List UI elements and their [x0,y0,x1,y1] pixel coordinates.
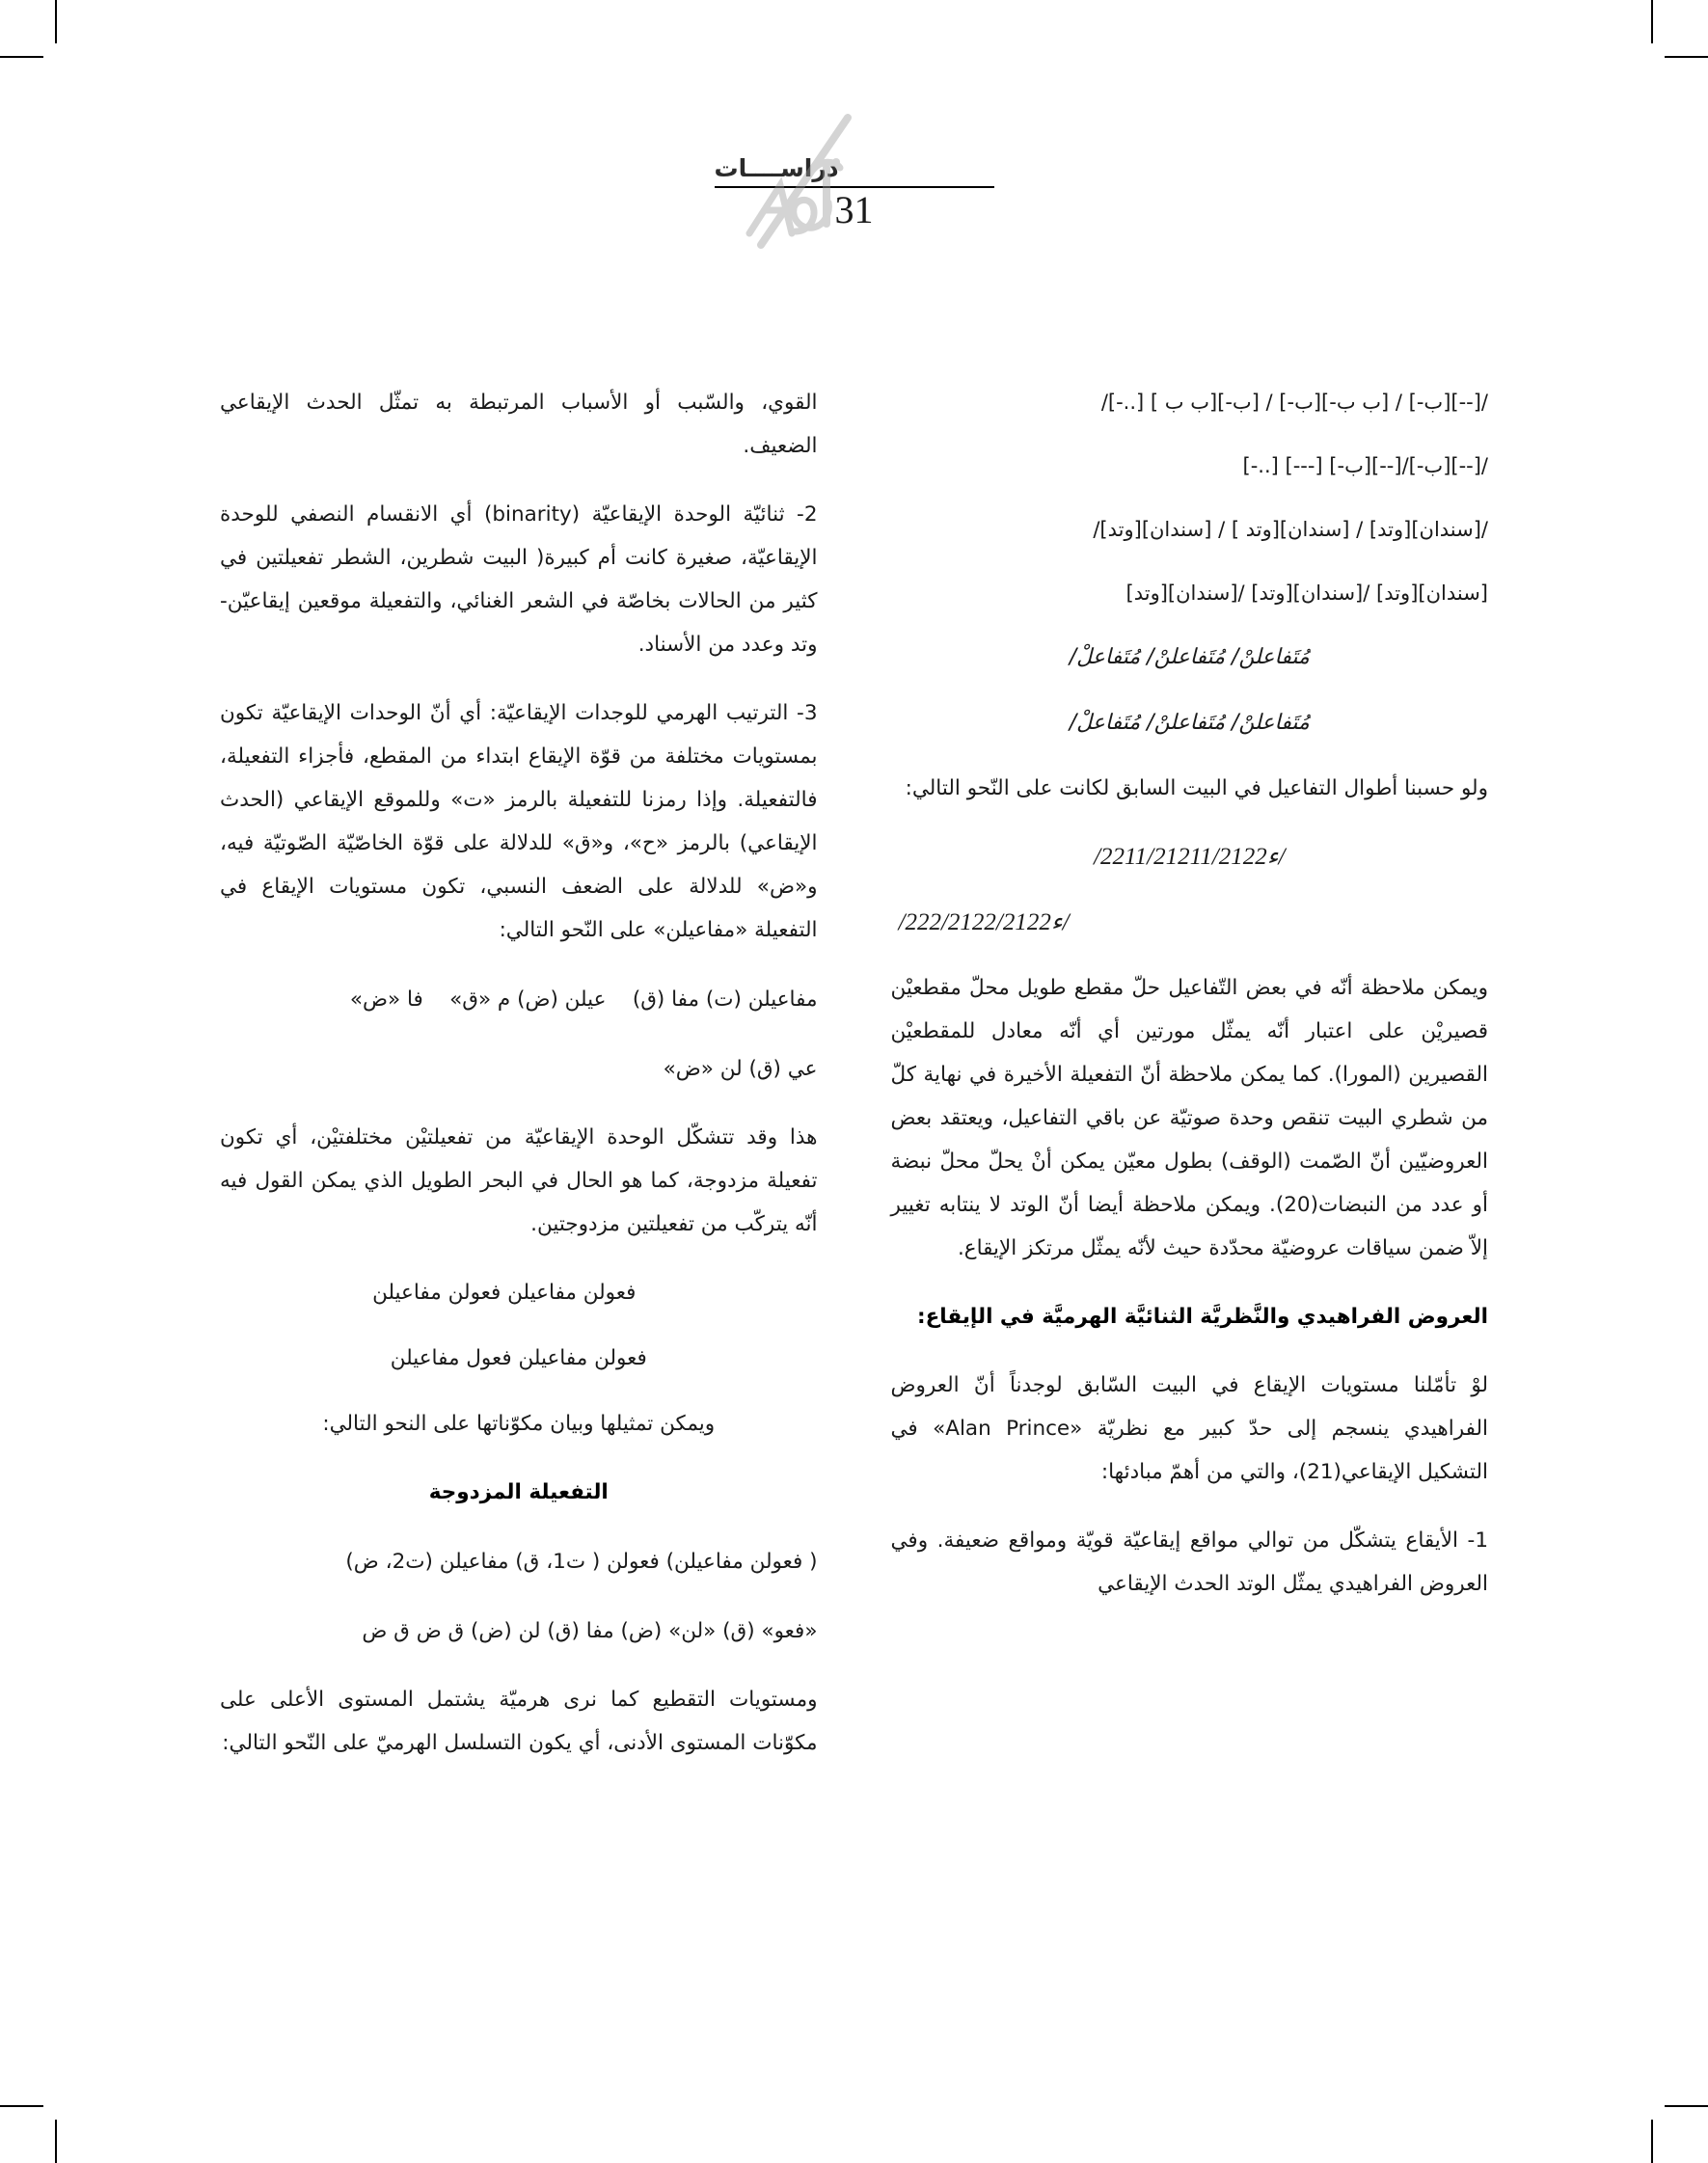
scansion-breakdown-line: عي (ق) لن «ض» [663,1057,818,1081]
prosodic-notation-line: /[--][ب-]/[--][ب-] [---] [..-] [1242,454,1488,477]
sub-heading: التفعيلة المزدوجة [428,1480,609,1504]
scansion-breakdown-line: مفاعيلن (ت) مفا (ق) عيلن (ض) م «ق» فا «ض» [349,987,818,1012]
paragraph: القوي، والسّبب أو الأسباب المرتبطة به تمثّل الحدث الإيقاعي الضعيف. [220,391,818,458]
paragraph: ولو حسبنا أطوال التفاعيل في البيت السابق لكانت على النّحو التالي: [905,776,1488,800]
journal-section-title: دراســــات [714,154,839,182]
crop-mark-vertical [55,2120,57,2163]
paragraph: ومستويات التقطيع كما نرى هرميّة يشتمل المستوى الأعلى على مكوّنات المستوى الأدنى، أي يكون التسلسل الهرميّ على النّحو التالي: [220,1688,818,1755]
tafila-sequence-line: فعولن مفاعيلن فعولن مفاعيلن [372,1281,637,1305]
paragraph: هذا وقد تتشكّل الوحدة الإيقاعيّة من تفعيلتيْن مختلفتيْن، أي تكون تفعيلة مزدوجة، كما هو الحال في البحر الطويل الذي يمكن القول فيه أنّه يتركّب من تفعيلتين مزدوجتين. [220,1125,818,1236]
crop-mark-vertical [1651,2120,1653,2163]
crop-mark-vertical [55,0,57,43]
numeric-scansion-line: /2ء22/2122/2122/ [898,909,1070,935]
header-inner [715,154,994,230]
compound-foot-breakdown-line: ( فعولن مفاعيلن) فعولن ( ت1، ق) مفاعيلن (ت2، ض) [345,1550,818,1574]
numbered-point: 1- الأيقاع يتشكّل من توالي مواقع إيقاعيّة قويّة ومواقع ضعيفة. وفي العروض الفراهيدي يمثّل الوتد الحدث الإيقاعي [890,1528,1488,1596]
two-column-body [220,381,1488,1962]
paragraph: ويمكن ملاحظة أنّه في بعض التّفاعيل حلّ مقطع طويل محلّ مقطعيْن قصيريْن على اعتبار أنّه يمثّل مورتين أي أنّه معادل للمقطعيْن القصيرين (المورا). كما يمكن ملاحظة أنّ التفعيلة الأخيرة في نهاية كلّ من شطري البيت تنقص وحدة صوتيّة عن باقي التفاعيل، ويعتقد بعض العروضيّين أنّ الصّمت (الوقف) بطول معيّن يمكن أنْ يحلّ محلّ نبضة أو عدد من النبضات(20). ويمكن ملاحظة أيضا أنّ الوتد لا ينتابه تغيير إلاّ ضمن سياقات عروضيّة محدّدة حيث لأنّه يمثّل مرتكز الإيقاع. [890,976,1488,1260]
numbered-point: 2- ثنائيّة الوحدة الإيقاعيّة (binarity) أي الانقسام النصفي للوحدة الإيقاعيّة، صغيرة كانت أم كبيرة( البيت شطرين، الشطر تفعيلتين في كثير من الحالات بخاصّة في الشعر الغنائي، والتفعيلة موقعين إيقاعيّن- وتد وعدد من الأسناد. [220,502,818,657]
section-heading: العروض الفراهيدي والنَّظريَّة الثنائيَّة الهرميَّة في الإيقاع: [917,1305,1488,1329]
paragraph: لوْ تأمّلنا مستويات الإيقاع في البيت السّابق لوجدناً أنّ العروض الفراهيدي ينسجم إلى حدّ كبير مع نظريّة «Alan Prince» في التشكيل الإيقاعي(21)، والتي من أهمّ مبادئها: [890,1373,1488,1484]
crop-mark-bottom-left [0,1960,203,2163]
numbered-point: 3- الترتيب الهرمي للوجدات الإيقاعيّة: أي أنّ الوحدات الإيقاعيّة تكون بمستويات مختلفة من قوّة الإيقاع ابتداء من المقطع، فأجزاء التفعيلة، فالتفعيلة. وإذا رمزنا للتفعيلة بالرمز «ت» وللموقع الإيقاعي (الحدث الإيقاعي) بالرمز «ح»، و«ق» للدلالة على قوّة الخاصّيّة الصّوتيّة فيه، و«ض» للدلالة على الضعف النسبي، تكون مستويات الإيقاع في التفعيلة «مفاعيلن» على النّحو التالي: [220,701,818,942]
crop-mark-vertical [1651,0,1653,43]
left-column [220,381,818,1962]
crop-mark-horizontal [1665,2105,1708,2107]
paragraph: ويمكن تمثيلها وبيان مكوّناتها على النحو التالي: [322,1412,716,1436]
prosodic-notation-line: /[--][ب-] / [ب ب-][ب-] / [ب-][ب ب ] [..-]/ [1100,391,1488,414]
page-number: 31 [834,188,874,231]
compound-foot-breakdown-line: «فعو» (ق) «لن» (ض) مفا (ق) لن (ض) ق ض ق ض [362,1619,818,1643]
sanad-watad-notation-line: [سندان][وتد] /[سندان][وتد] /[سندان][وتد] [1125,581,1488,605]
crop-mark-horizontal [0,2105,43,2107]
metrical-foot-line: مُتَفاعلنْ/ مُتَفاعلنْ/ مُتَفاعلْ/ [1069,711,1310,735]
metrical-foot-line: مُتَفاعلنْ/ مُتَفاعلنْ/ مُتَفاعلْ/ [1069,645,1310,669]
numeric-scansion-line: /2ء211/21211/2122/ [1094,844,1286,870]
crop-mark-bottom-right [1505,1960,1708,2163]
right-column [891,381,1489,1962]
crop-mark-horizontal [0,56,43,58]
page-header [0,154,1708,289]
crop-mark-horizontal [1665,56,1708,58]
sanad-watad-notation-line: /[سندان][وتد] / [سندان][وتد ] / [سندان][وتد]/ [1093,518,1488,541]
tafila-sequence-line: فعولن مفاعيلن فعول مفاعيلن [390,1346,647,1370]
